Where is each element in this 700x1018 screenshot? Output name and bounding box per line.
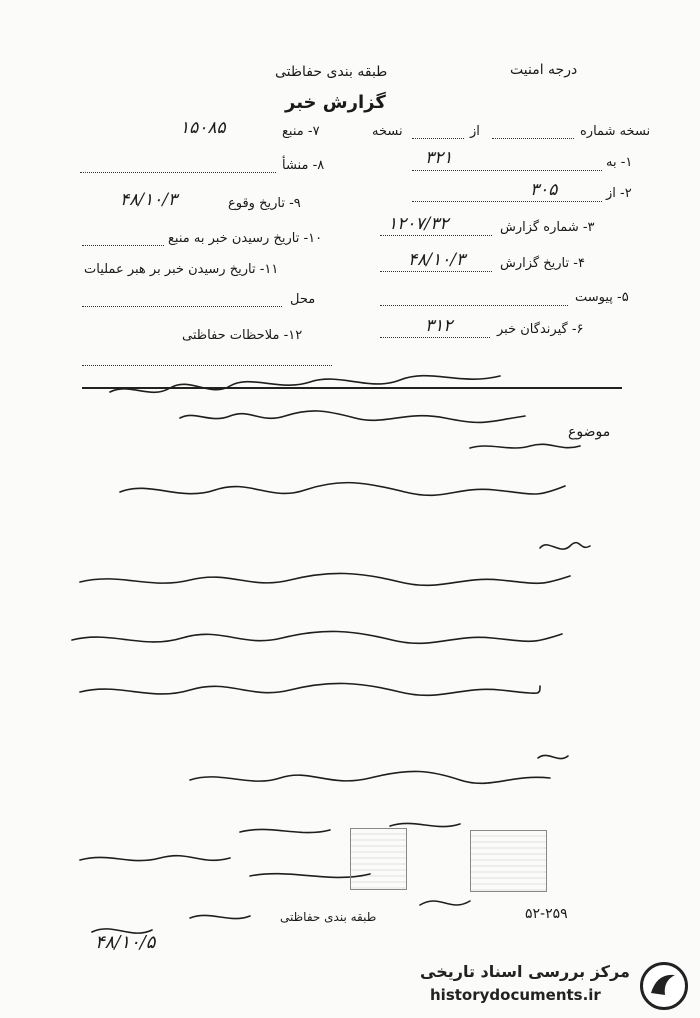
watermark-org-name: مرکز بررسی اسناد تاریخی xyxy=(420,962,630,981)
field-origin-label: ۸- منشأ xyxy=(282,158,325,173)
field-report-number-label: ۳- شماره گزارش xyxy=(500,220,595,235)
field-report-date-label: ۴- تاریخ گزارش xyxy=(500,256,585,271)
stamp-box-1 xyxy=(350,828,407,890)
field-from-value: ۳۰۵ xyxy=(530,180,558,200)
field-attachment-label: ۵- پیوست xyxy=(575,290,629,305)
field-recipients-label: ۶- گیرندگان خبر xyxy=(497,322,584,337)
field-date-received-ops-label: ۱۱- تاریخ رسیدن خبر بر هبر عملیات xyxy=(84,262,279,277)
field-security-notes-label: ۱۲- ملاحظات حفاظتی xyxy=(182,328,303,343)
field-location-label: محل xyxy=(290,292,316,307)
copy-of-label: از xyxy=(470,124,480,139)
subject-label: موضوع xyxy=(568,424,611,440)
footer-date-note: ۴۸/۱۰/۵ xyxy=(95,932,156,953)
stamp-box-2 xyxy=(470,830,547,892)
field-recipients-value: ۳۱۲ xyxy=(425,316,453,336)
footer-classification: طبقه بندی حفاظتی xyxy=(280,910,377,924)
watermark-url: historydocuments.ir xyxy=(430,986,601,1004)
field-to-label: ۱- به xyxy=(606,155,633,170)
copy-number-label: نسخه شماره xyxy=(580,124,651,139)
field-source-label: ۷- منبع xyxy=(282,124,320,139)
field-date-received-source-label: ۱۰- تاریخ رسیدن خبر به منبع xyxy=(168,231,323,246)
page-title: گزارش خبر xyxy=(285,92,386,113)
field-event-date-label: ۹- تاریخ وقوع xyxy=(228,196,301,211)
classification-category: طبقه بندی حفاظتی xyxy=(275,64,388,80)
copies-label: نسخه xyxy=(372,124,403,139)
footer-doc-number: ۵۲-۲۵۹ xyxy=(525,906,568,922)
field-source-value: ۱۵۰۸۵ xyxy=(180,118,226,138)
field-report-number-value: ۱۲۰۷/۳۲ xyxy=(388,214,449,234)
field-event-date-value: ۴۸/۱۰/۳ xyxy=(120,190,178,210)
field-to-value: ۳۲۱ xyxy=(425,148,453,168)
field-from-label: ۲- از xyxy=(606,186,632,201)
archive-logo-icon xyxy=(640,962,688,1010)
classification-label: درجه امنیت xyxy=(510,62,578,78)
field-report-date-value: ۴۸/۱۰/۳ xyxy=(408,250,466,270)
